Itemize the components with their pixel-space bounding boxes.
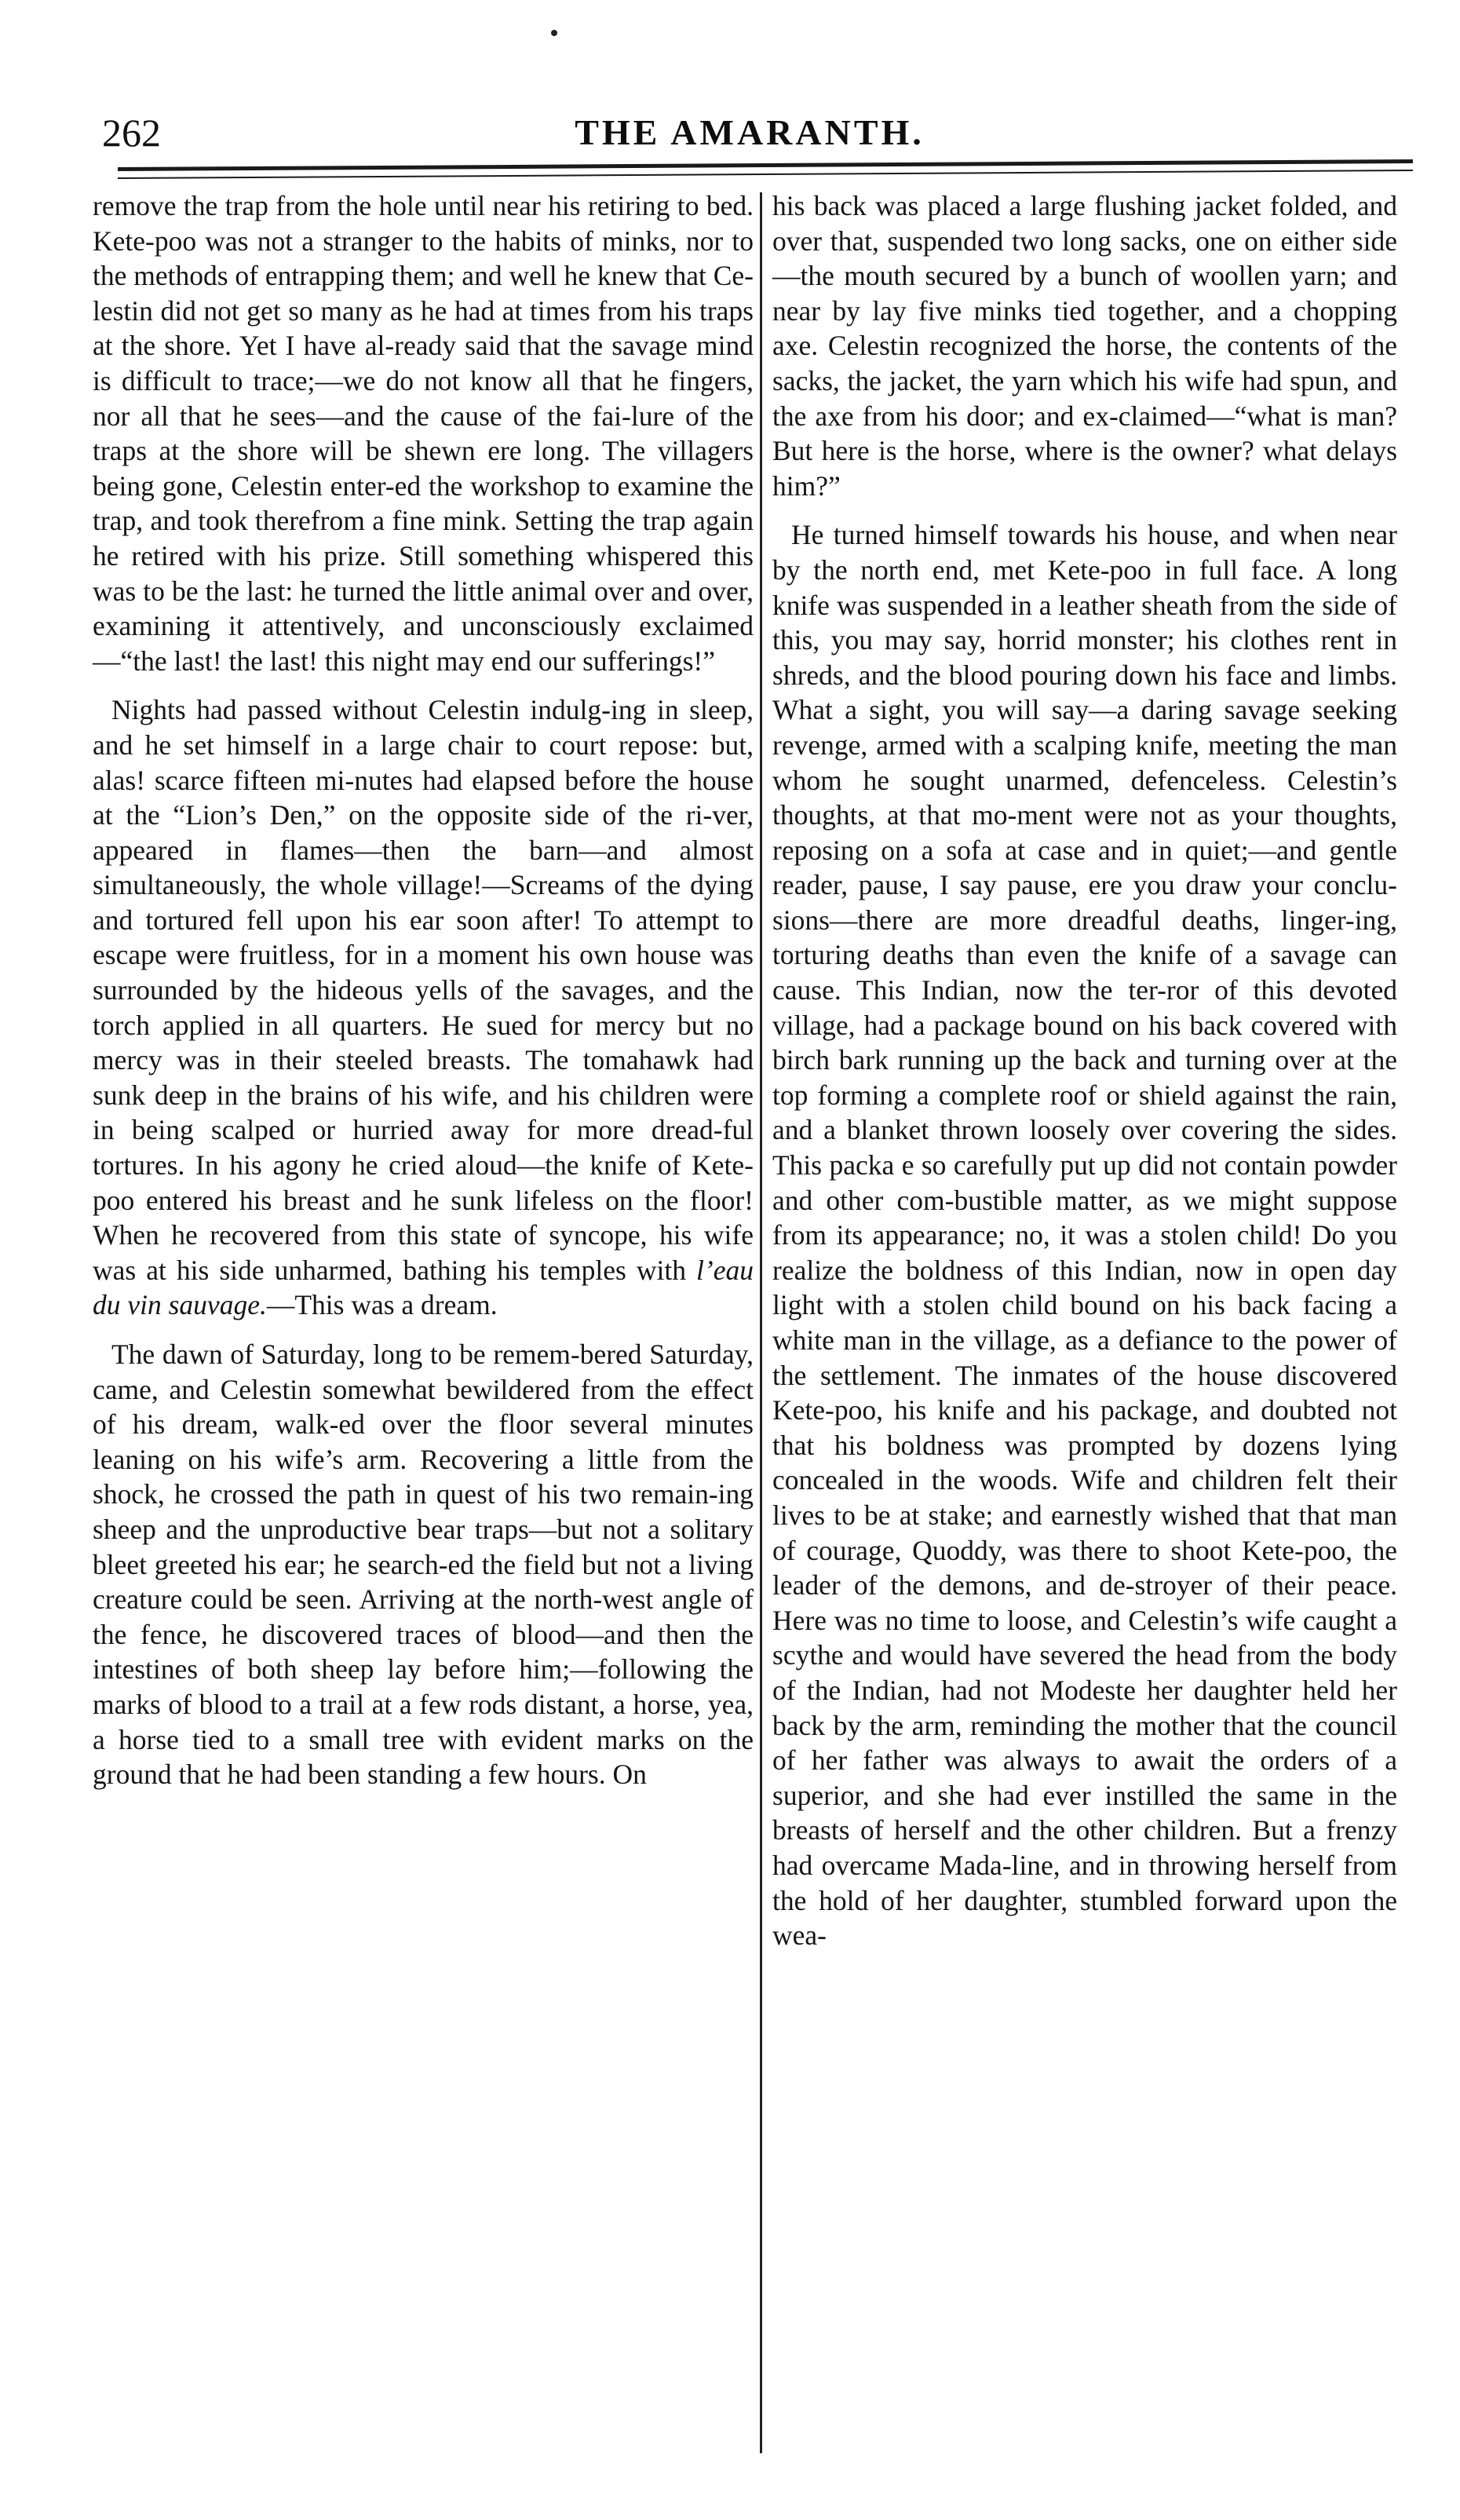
right-paragraph-2: He turned himself towards his house, and when near by the north end, met Kete-poo in full face. A long knife was suspended in a leather sheath from the side of this, you may say, horrid monster; his clothes rent in shreds, and the blood pouring down his face and limbs. What a sight, you will say—a daring savage seeking revenge, armed with a scalping knife, meeting the man whom he sought unarmed, defenceless. Celestin’s thoughts, at that mo-ment were not as your thoughts, reposing on a sofa at case and in quiet;—and gentle reader, pause, I say pause, ere you draw your conclu-sions—there are more dreadful deaths, linger-ing, torturing deaths than even the knife of a savage can cause. This Indian, now the ter-ror of this devoted village, had a package bound on his back covered with birch bark running up the back and turning over at the top forming a complete roof or shield against the rain, and a blanket thrown loosely over covering the sides. This packa e so carefully put up did not contain powder and other com-bustible matter, as we might suppose from its appearance; no, it was a stolen child! Do you realize the boldness of this Indian, now in open day light with a stolen child bound on his back facing a white man in the village, as a defiance to the power of the settlement. The inmates of the house discovered Kete-poo, his knife and his package, and doubted not that his boldness was prompted by dozens lying concealed in the woods. Wife and children felt their lives to be at stake; and earnestly wished that that man of courage, Quoddy, was there to shoot Kete-poo, the leader of the demons, and de-stroyer of their peace. Here was no time to loose, and Celestin’s wife caught a scythe and would have severed the head from the body of the Indian, had not Modeste her daughter held her back by the arm, reminding the mother that the council of her father was always to await the orders of a superior, and she had ever instilled the same in the breasts of herself and the other children. But a frenzy had overcame Mada-line, and in throwing herself from the hold of her daughter, stumbled forward upon the wea- — [772, 519, 1397, 1952]
left-paragraph-2 — [93, 692, 754, 1323]
header-rule-thin — [118, 170, 1413, 179]
stray-ink-dot — [551, 30, 557, 36]
journal-title: THE AMARANTH. — [575, 112, 925, 152]
column-divider — [760, 192, 762, 2453]
left-paragraph-2-body: Nights had passed without Celestin indulg-ing in sleep, and he set himself in a large chair to court repose: but, alas! scarce fifteen mi-nutes had elapsed before the house at the “Lion’s Den,” on the opposite side of the ri-ver, appeared in flames—then the barn—and almost simultaneously, the whole village!—Screams of the dying and tortured fell upon his ear soon after! To attempt to escape were fruitless, for in a moment his own house was surrounded by the hideous yells of the savages, and the torch applied in all quarters. He sued for mercy but no mercy was in their steeled breasts. The tomahawk had sunk deep in the brains of his wife, and his children were in being scalped or hurried away for more dread-ful tortures. In his agony he cried aloud—the knife of Kete-poo entered his breast and he sunk lifeless on the floor! When he recovered from this state of syncope, his wife was at his side unharmed, bathing his temples with — [93, 694, 754, 1286]
page-number: 262 — [102, 111, 161, 155]
left-paragraph-2-italic: l’eau du vin sauvage. — [93, 1254, 754, 1321]
left-paragraph-1: remove the trap from the hole until near his retiring to bed. Kete-poo was not a stranger to the habits of minks, nor to the methods of entrapping them; and well he knew that Ce-lestin did not get so many as he had at times from his traps at the shore. Yet I have al-ready said that the savage mind is difficult to trace;—we do not know all that he fingers, nor all that he sees—and the cause of the fai-lure of the traps at the shore will be shewn ere long. The villagers being gone, Celestin enter-ed the workshop to examine the trap, and took therefrom a fine mink. Setting the trap again he retired with his prize. Still something whispered this was to be the last: he turned the little animal over and over, examining it attentively, and unconsciously exclaimed—“the last! the last! this night may end our sufferings!” — [93, 190, 754, 677]
left-paragraph-3: The dawn of Saturday, long to be remem-bered Saturday, came, and Celestin somewhat bewildered from the effect of his dream, walk-ed over the floor several minutes leaning on his wife’s arm. Recovering a little from the shock, he crossed the path in quest of his two remain-ing sheep and the unproductive bear traps—but not a solitary bleet greeted his ear; he search-ed the field but not a living creature could be seen. Arriving at the north-west angle of the fence, he discovered traces of blood—and then the intestines of both sheep lay before him;—following the marks of blood to a trail at a few rods distant, a horse, yea, a horse tied to a small tree with evident marks on the ground that he had been standing a few hours. On — [93, 1339, 754, 1791]
right-paragraph-1: his back was placed a large flushing jacket folded, and over that, suspended two long sacks, one on either side—the mouth secured by a bunch of woollen yarn; and near by lay five minks tied together, and a chopping axe. Celestin recognized the horse, the contents of the sacks, the jacket, the yarn which his wife had spun, and the axe from his door; and ex-claimed—“what is man? But here is the horse, where is the owner? what delays him?” — [772, 190, 1397, 502]
left-column — [93, 188, 754, 2465]
left-paragraph-2-end: —This was a dream. — [266, 1289, 498, 1321]
right-column — [772, 188, 1397, 2465]
page-header — [94, 102, 1405, 165]
